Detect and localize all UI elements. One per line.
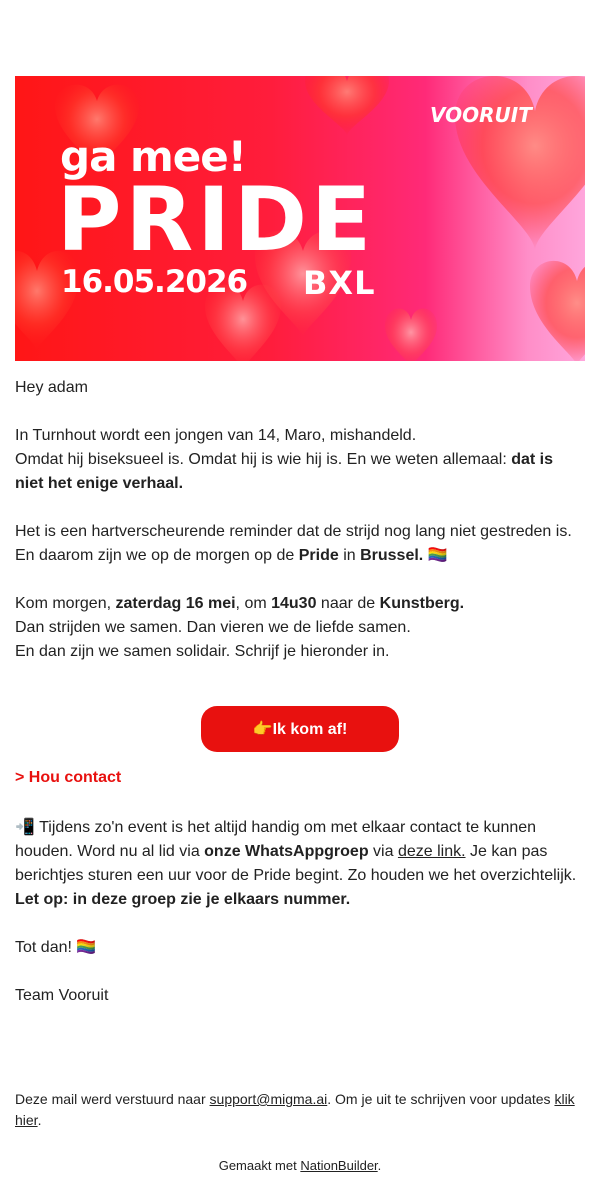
- paragraph-reminder: [15, 520, 585, 568]
- p3-a: Kom morgen,: [15, 595, 116, 612]
- phone-icon: 📲: [15, 819, 35, 836]
- nationbuilder-link[interactable]: NationBuilder: [300, 1158, 378, 1173]
- made-b: .: [377, 1158, 382, 1173]
- banner-title: PRIDE: [57, 168, 376, 271]
- ik-kom-af-button[interactable]: 👉Ik kom af!: [201, 706, 399, 752]
- p2-line1: Het is een hartverscheurende reminder dat de strijd nog lang niet gestreden is.: [15, 523, 572, 540]
- p1-emphasis: dat is niet het enige verhaal.: [15, 451, 553, 492]
- rainbow-flag-icon: 🏳️‍🌈: [427, 547, 448, 564]
- paragraph-contact: [15, 816, 585, 912]
- banner-city: BXL: [303, 264, 376, 302]
- unsubscribe-link[interactable]: klik hier: [15, 1091, 575, 1128]
- p3-b: , om: [235, 595, 272, 612]
- made-with: [0, 1158, 600, 1173]
- p3-date: zaterdag 16 mei: [115, 595, 236, 612]
- email-link[interactable]: support@migma.ai: [209, 1091, 328, 1107]
- footer-c: .: [37, 1112, 42, 1128]
- vooruit-logo: VOORUIT: [430, 103, 532, 127]
- hou-contact-heading: > Hou contact: [15, 769, 122, 786]
- p3-time: 14u30: [271, 595, 317, 612]
- made-a: Gemaakt met: [218, 1158, 301, 1173]
- closing: Tot dan! 🏳️‍🌈: [15, 939, 97, 956]
- greeting: Hey adam: [15, 379, 88, 396]
- footer-notice: [15, 1089, 585, 1131]
- paragraph-maro: [15, 424, 585, 496]
- p3-c: naar de: [316, 595, 380, 612]
- paragraph-invite: [15, 592, 585, 664]
- whatsapp-link[interactable]: deze link.: [397, 843, 466, 860]
- p2-pride: Pride: [298, 547, 339, 564]
- p2-city: Brussel.: [360, 547, 424, 564]
- footer-a: Deze mail werd verstuurd naar: [15, 1091, 210, 1107]
- contact-a: Tijdens zo'n event is het altijd handig om met elkaar contact te kunnen houden. Word nu al lid via: [15, 819, 537, 860]
- banner-subtitle: ga mee!: [60, 132, 246, 181]
- p3-line3: En dan zijn we samen solidair. Schrijf je hieronder in.: [15, 643, 390, 660]
- p1-line1: In Turnhout wordt een jongen van 14, Maro, mishandeld.: [15, 427, 417, 444]
- p1-line2: Omdat hij biseksueel is. Omdat hij is wie hij is. En we weten allemaal:: [15, 451, 512, 468]
- footer-b: . Om je uit te schrijven voor updates: [327, 1091, 555, 1107]
- contact-warning: Let op: in deze groep zie je elkaars nummer.: [15, 891, 351, 908]
- p2-line2: En daarom zijn we op de morgen op de: [15, 547, 299, 564]
- pride-banner-image: [15, 76, 585, 361]
- contact-group: onze WhatsAppgroep: [204, 843, 369, 860]
- contact-b: via: [368, 843, 398, 860]
- p3-place: Kunstberg.: [379, 595, 465, 612]
- contact-c: Je kan pas berichtjes sturen een uur voor de Pride begint. Zo houden we het overzichtelijk.: [15, 843, 577, 884]
- p3-line2: Dan strijden we samen. Dan vieren we de liefde samen.: [15, 619, 411, 636]
- p2-in: in: [338, 547, 361, 564]
- signature: Team Vooruit: [15, 987, 109, 1004]
- banner-date: 16.05.2026: [61, 264, 248, 300]
